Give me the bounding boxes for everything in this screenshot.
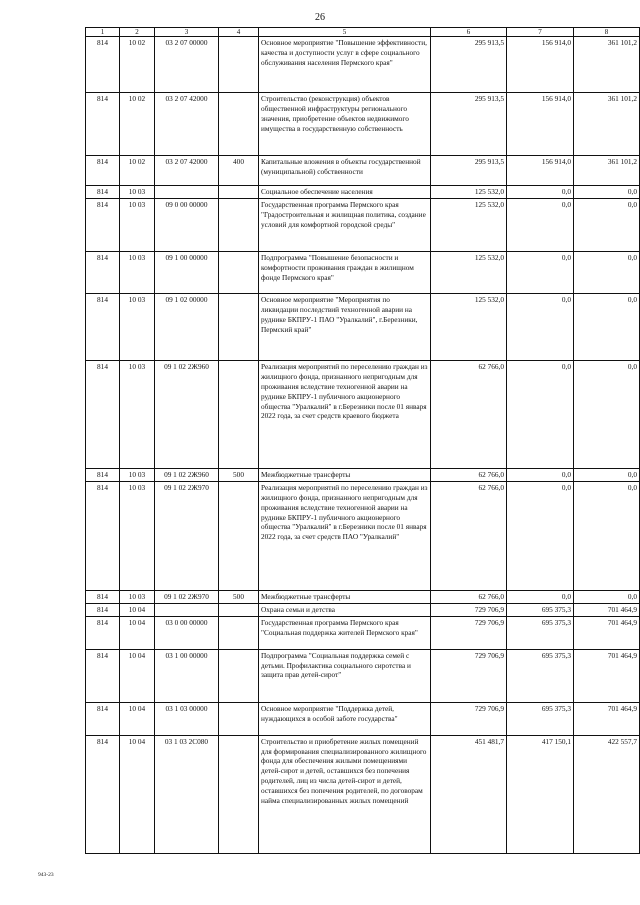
section-code-cell: 10 03 (120, 482, 155, 591)
table-row (86, 591, 640, 604)
code-gov-cell: 814 (86, 252, 120, 294)
expense-type-cell (219, 649, 259, 702)
amount-col7-cell: 0,0 (507, 469, 574, 482)
amount-col8-cell: 701 464,9 (574, 603, 640, 616)
amount-col7-cell: 695 375,3 (507, 649, 574, 702)
item-name-cell: Межбюджетные трансферты (259, 591, 431, 604)
amount-col6-cell: 729 706,9 (431, 616, 507, 649)
target-code-cell: 03 1 03 00000 (155, 702, 219, 735)
section-code-cell: 10 04 (120, 735, 155, 853)
expense-type-cell (219, 482, 259, 591)
code-gov-cell: 814 (86, 735, 120, 853)
item-name-cell: Государственная программа Пермского края "Социальная поддержка жителей Пермского края" (259, 616, 431, 649)
amount-col6-cell: 125 532,0 (431, 252, 507, 294)
table-row (86, 735, 640, 853)
amount-col7-cell: 0,0 (507, 186, 574, 199)
amount-col7-cell: 417 150,1 (507, 735, 574, 853)
code-gov-cell: 814 (86, 702, 120, 735)
item-name-cell: Реализация мероприятий по переселению граждан из жилищного фонда, признанного непригодным для проживания вследствие техногенной аварии на руднике БКПРУ-1 публичного акционерного общества "Уралкалий" в г.Березники после 01 января 2022 года, за счет средств краевого бюджета (259, 361, 431, 469)
section-code-cell: 10 03 (120, 199, 155, 252)
amount-col7-cell: 0,0 (507, 591, 574, 604)
target-code-cell: 03 2 07 42000 (155, 93, 219, 156)
code-gov-cell: 814 (86, 361, 120, 469)
target-code-cell: 09 1 00 00000 (155, 252, 219, 294)
amount-col8-cell: 0,0 (574, 469, 640, 482)
table-row (86, 469, 640, 482)
section-code-cell: 10 04 (120, 616, 155, 649)
section-code-cell: 10 03 (120, 469, 155, 482)
item-name-cell: Подпрограмма "Социальная поддержка семей с детьми. Профилактика социального сиротства и защита прав детей-сирот" (259, 649, 431, 702)
code-gov-cell: 814 (86, 37, 120, 93)
amount-col6-cell: 729 706,9 (431, 603, 507, 616)
item-name-cell: Реализация мероприятий по переселению граждан из жилищного фонда, признанного непригодным для проживания вследствие техногенной аварии на руднике БКПРУ-1 публичного акционерного общества "Уралкалий" в г.Березники после 01 января 2022 года, за счет средств ПАО "Уралкалий" (259, 482, 431, 591)
item-name-cell: Основное мероприятие "Поддержка детей, нуждающихся в особой заботе государства" (259, 702, 431, 735)
item-name-cell: Строительство и приобретение жилых помещений для формирования специализированного жилищного фонда для обеспечения жилыми помещениями детей-сирот и детей, оставшихся без попечения родителей, лиц из числа детей-сирот и детей, оставшихся без попечения родителей, по договорам найма специализированных жилых помещений (259, 735, 431, 853)
table-row (86, 361, 640, 469)
section-code-cell: 10 04 (120, 702, 155, 735)
amount-col6-cell: 125 532,0 (431, 186, 507, 199)
header-cell: 1 (86, 28, 120, 37)
amount-col6-cell: 62 766,0 (431, 591, 507, 604)
header-cell: 7 (507, 28, 574, 37)
code-gov-cell: 814 (86, 649, 120, 702)
amount-col7-cell: 695 375,3 (507, 616, 574, 649)
code-gov-cell: 814 (86, 616, 120, 649)
item-name-cell: Капитальные вложения в объекты государственной (муниципальной) собственности (259, 156, 431, 186)
target-code-cell: 03 1 00 00000 (155, 649, 219, 702)
expense-type-cell (219, 603, 259, 616)
code-gov-cell: 814 (86, 93, 120, 156)
amount-col6-cell: 62 766,0 (431, 482, 507, 591)
amount-col7-cell: 695 375,3 (507, 702, 574, 735)
amount-col8-cell: 701 464,9 (574, 616, 640, 649)
code-gov-cell: 814 (86, 482, 120, 591)
amount-col6-cell: 295 913,5 (431, 93, 507, 156)
target-code-cell: 03 0 00 00000 (155, 616, 219, 649)
amount-col8-cell: 422 557,7 (574, 735, 640, 853)
code-gov-cell: 814 (86, 603, 120, 616)
amount-col8-cell: 0,0 (574, 361, 640, 469)
header-cell: 4 (219, 28, 259, 37)
expense-type-cell (219, 186, 259, 199)
table-row (86, 252, 640, 294)
target-code-cell: 03 2 07 00000 (155, 37, 219, 93)
table-row (86, 294, 640, 361)
amount-col7-cell: 0,0 (507, 252, 574, 294)
amount-col6-cell: 125 532,0 (431, 199, 507, 252)
header-cell: 2 (120, 28, 155, 37)
amount-col7-cell: 156 914,0 (507, 93, 574, 156)
amount-col6-cell: 729 706,9 (431, 649, 507, 702)
item-name-cell: Охрана семьи и детства (259, 603, 431, 616)
amount-col6-cell: 295 913,5 (431, 37, 507, 93)
table-row (86, 603, 640, 616)
amount-col8-cell: 0,0 (574, 252, 640, 294)
item-name-cell: Подпрограмма "Повышение безопасности и комфортности проживания граждан в жилищном фонде Пермского края" (259, 252, 431, 294)
table-row (86, 37, 640, 93)
target-code-cell: 09 1 02 00000 (155, 294, 219, 361)
section-code-cell: 10 03 (120, 591, 155, 604)
amount-col8-cell: 361 101,2 (574, 93, 640, 156)
amount-col6-cell: 729 706,9 (431, 702, 507, 735)
table-row (86, 199, 640, 252)
expense-type-cell (219, 37, 259, 93)
amount-col7-cell: 0,0 (507, 482, 574, 591)
expense-type-cell: 500 (219, 591, 259, 604)
item-name-cell: Социальное обеспечение населения (259, 186, 431, 199)
amount-col8-cell: 0,0 (574, 482, 640, 591)
table-row (86, 702, 640, 735)
target-code-cell: 09 1 02 2Ж970 (155, 482, 219, 591)
section-code-cell: 10 02 (120, 37, 155, 93)
target-code-cell: 09 1 02 2Ж960 (155, 361, 219, 469)
amount-col8-cell: 0,0 (574, 186, 640, 199)
budget-table (85, 27, 640, 854)
expense-type-cell: 500 (219, 469, 259, 482)
item-name-cell: Строительство (реконструкция) объектов общественной инфраструктуры регионального значения, приобретение объектов недвижимого имущества в государственную собственность (259, 93, 431, 156)
amount-col7-cell: 0,0 (507, 361, 574, 469)
table-row (86, 649, 640, 702)
amount-col8-cell: 701 464,9 (574, 649, 640, 702)
amount-col8-cell: 0,0 (574, 199, 640, 252)
amount-col8-cell: 361 101,2 (574, 37, 640, 93)
amount-col8-cell: 0,0 (574, 591, 640, 604)
item-name-cell: Государственная программа Пермского края "Градостроительная и жилищная политика, создание условий для комфортной городской среды" (259, 199, 431, 252)
target-code-cell: 09 1 02 2Ж960 (155, 469, 219, 482)
amount-col8-cell: 0,0 (574, 294, 640, 361)
amount-col7-cell: 156 914,0 (507, 156, 574, 186)
target-code-cell (155, 186, 219, 199)
table-row (86, 93, 640, 156)
header-cell: 5 (259, 28, 431, 37)
amount-col6-cell: 125 532,0 (431, 294, 507, 361)
header-cell: 8 (574, 28, 640, 37)
amount-col7-cell: 695 375,3 (507, 603, 574, 616)
section-code-cell: 10 04 (120, 603, 155, 616)
header-cell: 6 (431, 28, 507, 37)
section-code-cell: 10 02 (120, 156, 155, 186)
section-code-cell: 10 03 (120, 252, 155, 294)
amount-col7-cell: 0,0 (507, 199, 574, 252)
table-row (86, 616, 640, 649)
code-gov-cell: 814 (86, 469, 120, 482)
section-code-cell: 10 03 (120, 294, 155, 361)
table-row (86, 482, 640, 591)
section-code-cell: 10 03 (120, 361, 155, 469)
expense-type-cell: 400 (219, 156, 259, 186)
item-name-cell: Основное мероприятие "Повышение эффективности, качества и доступности услуг в сфере социального обслуживания населения Пермского края" (259, 37, 431, 93)
target-code-cell: 09 0 00 00000 (155, 199, 219, 252)
section-code-cell: 10 04 (120, 649, 155, 702)
amount-col6-cell: 62 766,0 (431, 361, 507, 469)
section-code-cell: 10 03 (120, 186, 155, 199)
item-name-cell: Межбюджетные трансферты (259, 469, 431, 482)
header-cell: 3 (155, 28, 219, 37)
expense-type-cell (219, 702, 259, 735)
target-code-cell: 03 2 07 42000 (155, 156, 219, 186)
amount-col7-cell: 0,0 (507, 294, 574, 361)
amount-col6-cell: 451 481,7 (431, 735, 507, 853)
target-code-cell (155, 603, 219, 616)
amount-col8-cell: 701 464,9 (574, 702, 640, 735)
target-code-cell: 09 1 02 2Ж970 (155, 591, 219, 604)
table-header-row (86, 28, 640, 37)
code-gov-cell: 814 (86, 294, 120, 361)
code-gov-cell: 814 (86, 156, 120, 186)
amount-col8-cell: 361 101,2 (574, 156, 640, 186)
page-number: 26 (315, 12, 325, 23)
amount-col7-cell: 156 914,0 (507, 37, 574, 93)
table-row (86, 156, 640, 186)
expense-type-cell (219, 252, 259, 294)
expense-type-cell (219, 294, 259, 361)
target-code-cell: 03 1 03 2С080 (155, 735, 219, 853)
expense-type-cell (219, 361, 259, 469)
amount-col6-cell: 295 913,5 (431, 156, 507, 186)
section-code-cell: 10 02 (120, 93, 155, 156)
table-row (86, 186, 640, 199)
expense-type-cell (219, 93, 259, 156)
document-code: 943-23 (38, 872, 54, 878)
item-name-cell: Основное мероприятие "Мероприятия по ликвидации последствий техногенной аварии на руднике БКПРУ-1 ПАО "Уралкалий", г.Березники, Пермский край" (259, 294, 431, 361)
expense-type-cell (219, 616, 259, 649)
expense-type-cell (219, 735, 259, 853)
code-gov-cell: 814 (86, 199, 120, 252)
amount-col6-cell: 62 766,0 (431, 469, 507, 482)
code-gov-cell: 814 (86, 591, 120, 604)
expense-type-cell (219, 199, 259, 252)
code-gov-cell: 814 (86, 186, 120, 199)
